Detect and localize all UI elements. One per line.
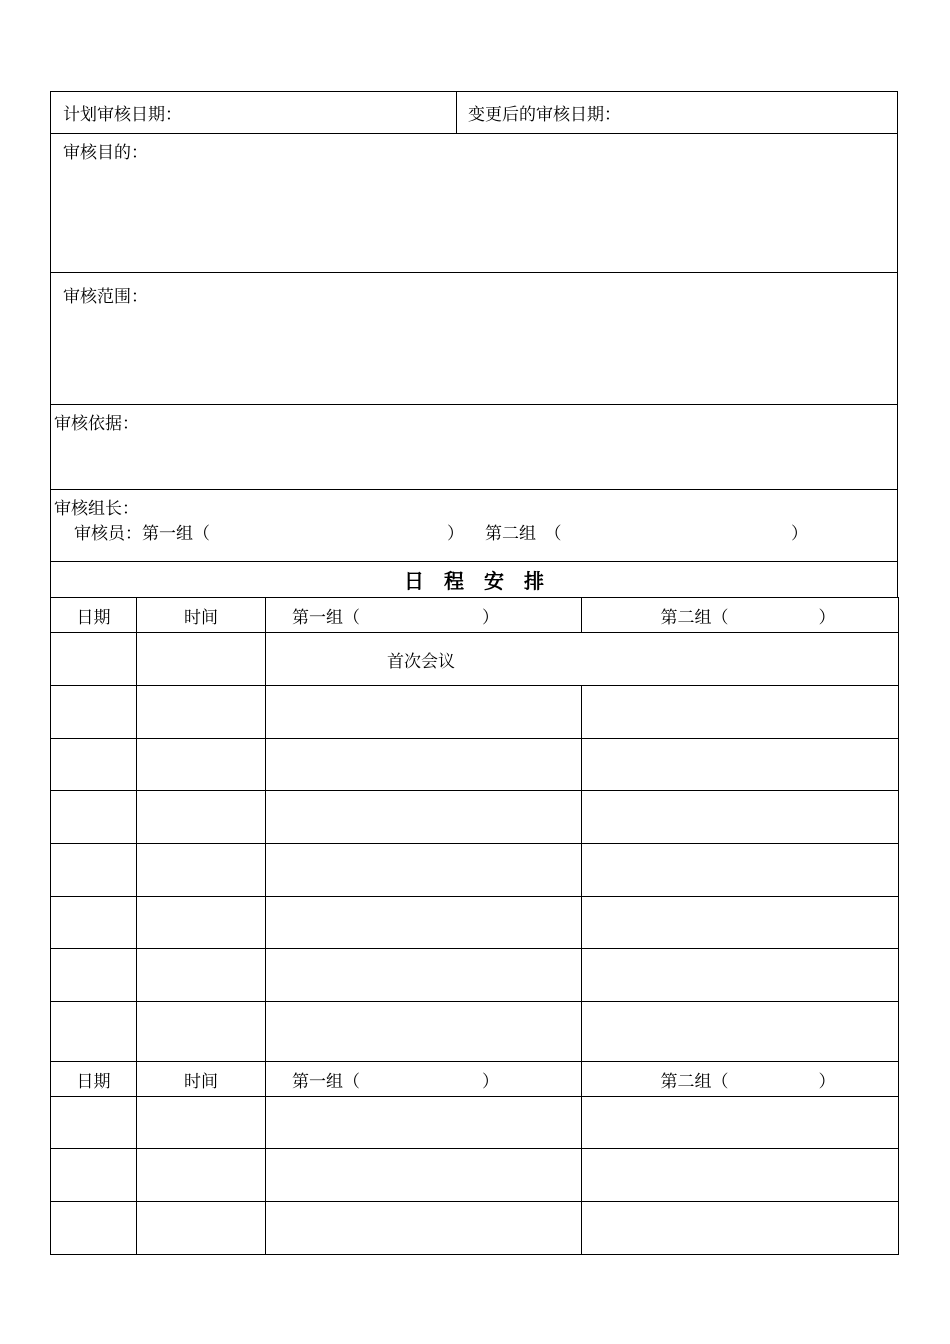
col-group2 xyxy=(582,598,899,633)
changed-date-label: 变更后的审核日期： xyxy=(468,105,621,125)
table-row xyxy=(51,1149,899,1202)
scope-section xyxy=(50,272,898,405)
col-group1-open: 第一组（ xyxy=(292,607,360,628)
col-group2-2: 第二组（ ） xyxy=(582,1062,899,1097)
planned-date-label: 计划审核日期： xyxy=(63,105,182,125)
table-row xyxy=(51,791,899,844)
schedule-header-row-2 xyxy=(51,1062,899,1097)
col-time-2: 时间 xyxy=(137,1062,266,1097)
auditor-group2-label: 第二组 （ xyxy=(485,524,562,544)
auditor-label: 审核员：第一组（ xyxy=(74,524,210,544)
table-row xyxy=(51,844,899,897)
table-row xyxy=(51,686,899,739)
auditor-group1-close: ） xyxy=(447,524,464,544)
schedule-title-row xyxy=(50,561,898,598)
table-row xyxy=(51,1002,899,1062)
col-group2-open: 第二组（ xyxy=(660,607,729,628)
col-group1-close: ） xyxy=(482,607,499,628)
table-row xyxy=(51,897,899,949)
table-row xyxy=(51,739,899,791)
table-row xyxy=(51,949,899,1002)
schedule-title: 日 程 安 排 xyxy=(404,569,544,593)
basis-label: 审核依据： xyxy=(54,414,139,434)
team-section xyxy=(50,489,898,562)
col-group1 xyxy=(266,598,582,633)
auditor-group2-close: ） xyxy=(791,524,808,544)
purpose-section xyxy=(50,133,898,273)
date-row xyxy=(50,91,898,134)
date-divider xyxy=(456,92,457,133)
table-row xyxy=(51,1097,899,1149)
schedule-header-row xyxy=(51,598,899,633)
col-date: 日期 xyxy=(51,598,137,633)
basis-section xyxy=(50,404,898,490)
scope-label: 审核范围： xyxy=(63,287,148,307)
col-group1-2: 第一组（ ） xyxy=(266,1062,582,1097)
col-group2-close: ） xyxy=(818,607,836,628)
schedule-table-1 xyxy=(50,597,899,1255)
col-date-2: 日期 xyxy=(51,1062,137,1097)
table-row xyxy=(51,1202,899,1255)
table-row xyxy=(51,633,899,686)
first-meeting-label: 首次会议 xyxy=(387,651,455,672)
col-time: 时间 xyxy=(137,598,266,633)
purpose-label: 审核目的： xyxy=(63,143,148,163)
leader-label: 审核组长： xyxy=(54,499,139,519)
first-meeting-cell[interactable] xyxy=(266,633,899,686)
